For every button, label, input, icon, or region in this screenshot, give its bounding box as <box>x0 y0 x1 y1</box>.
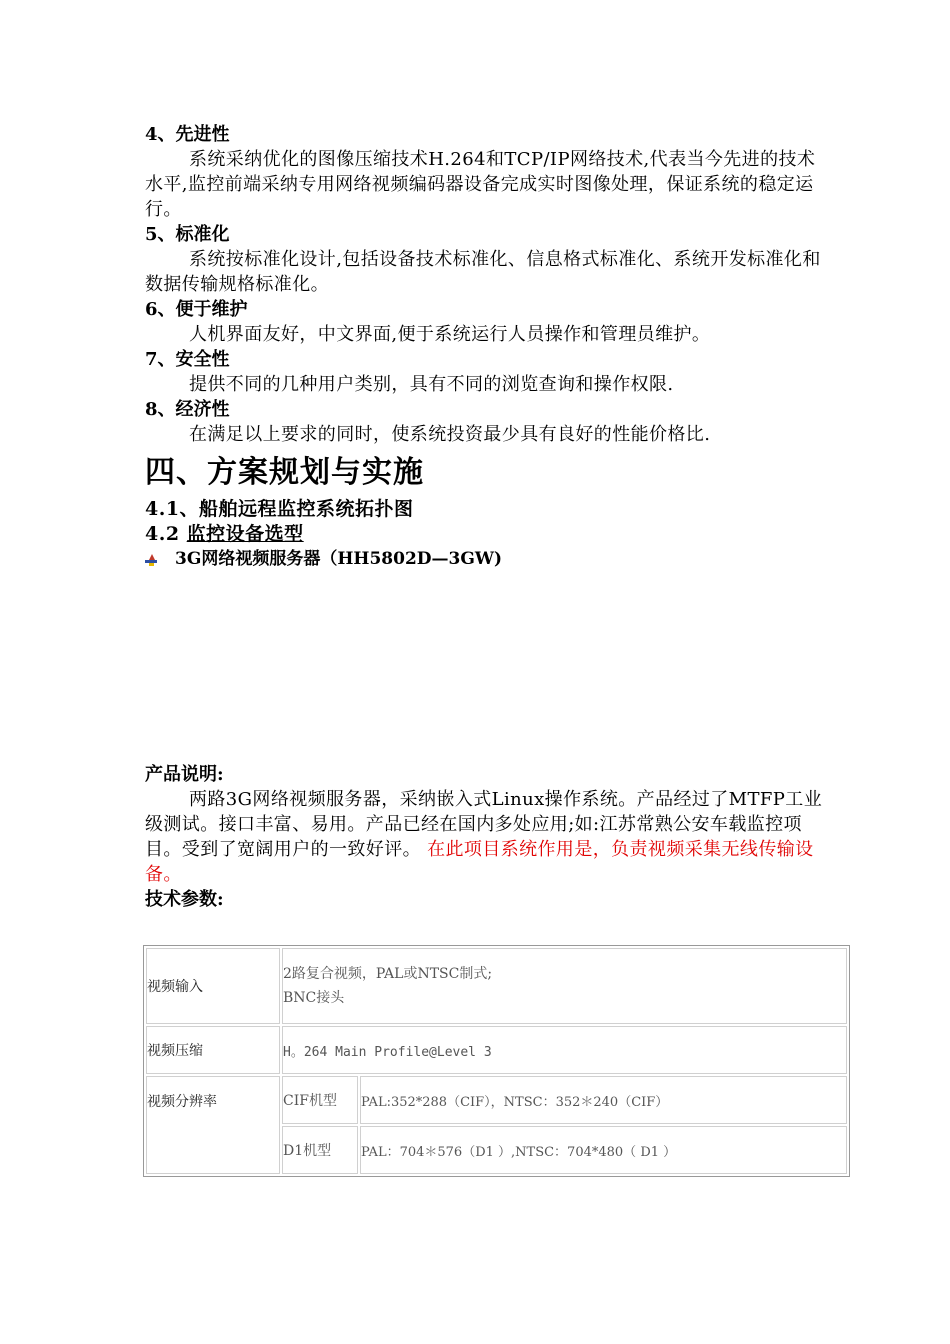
table-label: 视频分辨率 <box>146 1076 280 1174</box>
subsection-text: 监控设备选型 <box>186 523 304 545</box>
table-row <box>146 1076 847 1124</box>
bullet-text: 3G网络视频服务器（HH5802D—3GW) <box>175 549 503 569</box>
table-value: PAL:352*288（CIF），NTSC：352＊240（CIF） <box>360 1076 847 1124</box>
product-body: 两路3G网络视频服务器，采纳嵌入式Linux操作系统。产品经过了MTFP工业级测试。接口丰富、易用。产品已经在国内多处应用;如:江苏常熟公安车载监控项目。受到了宽阔用户的一致好评。 在此项目系统作用是，负责视频采集无线传输设备。 <box>145 789 823 885</box>
subsection-number: 4.2 <box>145 523 187 545</box>
section-body: 系统采纳优化的图像压缩技术H.264和TCP/IP网络技术,代表当今先进的技术水平,监控前端采纳专用网络视频编码器设备完成实时图像处理，保证系统的稳定运行。 <box>145 149 816 220</box>
bullet-icon <box>145 554 157 566</box>
table-row <box>146 948 847 1024</box>
section-body: 在满足以上要求的同时，使系统投资最少具有良好的性能价格比. <box>189 424 711 445</box>
section-body: 人机界面友好，中文界面,便于系统运行人员操作和管理员维护。 <box>189 324 711 345</box>
table-label: 视频输入 <box>146 948 280 1024</box>
chapter-title: 四、方案规划与实施 <box>145 455 424 490</box>
highlight-text: 在此项目系统作用是，负责视频采集无线传输设备。 <box>145 839 814 885</box>
section-body: 提供不同的几种用户类别，具有不同的浏览查询和操作权限. <box>189 374 674 395</box>
subsection-title: 4.1、船舶远程监控系统拓扑图 <box>145 498 414 520</box>
tech-heading: 技术参数: <box>145 889 224 910</box>
section-body: 系统按标准化设计,包括设备技术标准化、信息格式标准化、系统开发标准化和数据传输规格标准化。 <box>145 249 821 295</box>
section-heading: 7、安全性 <box>145 349 230 370</box>
spec-table <box>143 945 850 1177</box>
table-value: H。264 Main Profile@Level 3 <box>282 1026 847 1074</box>
table-sublabel: D1机型 <box>282 1126 358 1174</box>
section-heading: 8、经济性 <box>145 399 230 420</box>
table-row <box>146 1026 847 1074</box>
section-heading: 5、标准化 <box>145 224 230 245</box>
bullet-item <box>145 547 825 572</box>
table-label: 视频压缩 <box>146 1026 280 1074</box>
section-heading: 6、便于维护 <box>145 299 248 320</box>
section-heading: 4、先进性 <box>145 124 230 145</box>
subsection-title <box>145 522 825 547</box>
product-heading: 产品说明: <box>145 764 224 785</box>
document-body <box>145 122 825 912</box>
table-sublabel: CIF机型 <box>282 1076 358 1124</box>
table-value: 2路复合视频，PAL或NTSC制式; BNC接头 <box>282 948 847 1024</box>
image-placeholder <box>145 572 825 762</box>
table-value: PAL：704＊576（D1 ）,NTSC：704*480（ D1 ） <box>360 1126 847 1174</box>
